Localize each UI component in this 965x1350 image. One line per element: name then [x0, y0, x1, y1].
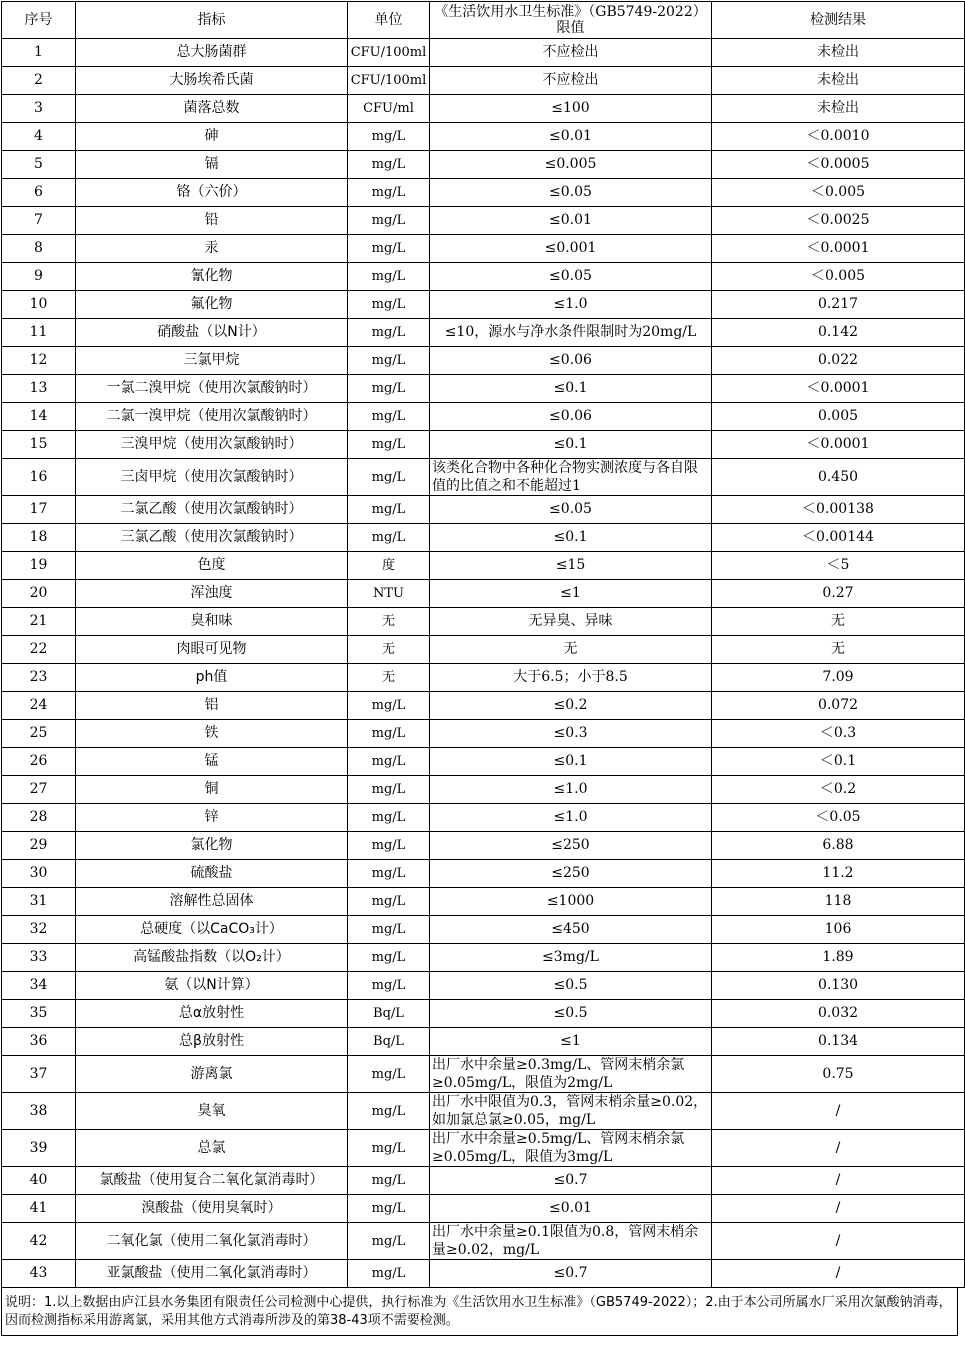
limit-cell: ≤1.0	[430, 776, 712, 804]
row-index-cell: 29	[2, 832, 76, 860]
limit-cell: ≤0.01	[430, 207, 712, 235]
limit-cell: 不应检出	[430, 39, 712, 67]
limit-cell: 出厂水中余量≥0.5mg/L、管网末梢余氯≥0.05mg/L，限值为3mg/L	[430, 1130, 712, 1167]
indicator-cell: 三卤甲烷（使用次氯酸钠时）	[76, 459, 348, 496]
result-cell: ＜0.005	[712, 179, 965, 207]
result-cell: /	[712, 1130, 965, 1167]
unit-cell: mg/L	[348, 347, 430, 375]
indicator-cell: 氯酸盐（使用复合二氧化氯消毒时）	[76, 1167, 348, 1195]
unit-cell: mg/L	[348, 123, 430, 151]
indicator-cell: 二氯一溴甲烷（使用次氯酸钠时）	[76, 403, 348, 431]
table-row	[2, 1167, 965, 1195]
result-cell: /	[712, 1260, 965, 1288]
table-row	[2, 552, 965, 580]
unit-cell: mg/L	[348, 1056, 430, 1093]
unit-cell: mg/L	[348, 776, 430, 804]
table-row	[2, 804, 965, 832]
water-quality-table	[1, 1, 965, 1288]
limit-cell: ≤0.7	[430, 1260, 712, 1288]
indicator-cell: 游离氯	[76, 1056, 348, 1093]
table-row	[2, 608, 965, 636]
table-row	[2, 776, 965, 804]
table-row	[2, 1223, 965, 1260]
indicator-cell: 氨（以N计算）	[76, 972, 348, 1000]
unit-cell: mg/L	[348, 804, 430, 832]
table-row	[2, 692, 965, 720]
table-row	[2, 67, 965, 95]
unit-cell: mg/L	[348, 1093, 430, 1130]
result-cell: ＜0.00138	[712, 496, 965, 524]
row-index-cell: 17	[2, 496, 76, 524]
result-cell: /	[712, 1167, 965, 1195]
row-index-cell: 26	[2, 748, 76, 776]
indicator-cell: 肉眼可见物	[76, 636, 348, 664]
indicator-cell: 氟化物	[76, 291, 348, 319]
result-cell: ＜5	[712, 552, 965, 580]
result-cell: 0.27	[712, 580, 965, 608]
table-row	[2, 1130, 965, 1167]
result-cell: 118	[712, 888, 965, 916]
table-row	[2, 524, 965, 552]
result-cell: /	[712, 1223, 965, 1260]
unit-cell: Bq/L	[348, 1028, 430, 1056]
table-row	[2, 39, 965, 67]
table-row	[2, 263, 965, 291]
indicator-cell: 砷	[76, 123, 348, 151]
result-cell: 无	[712, 636, 965, 664]
row-index-cell: 4	[2, 123, 76, 151]
result-cell: ＜0.0005	[712, 151, 965, 179]
table-row	[2, 860, 965, 888]
indicator-cell: 镉	[76, 151, 348, 179]
limit-cell: ≤0.1	[430, 748, 712, 776]
table-row	[2, 319, 965, 347]
table-row	[2, 832, 965, 860]
table-body	[2, 39, 965, 1288]
table-row	[2, 179, 965, 207]
unit-cell: mg/L	[348, 319, 430, 347]
table-row	[2, 1260, 965, 1288]
result-cell: ＜0.00144	[712, 524, 965, 552]
table-row	[2, 664, 965, 692]
result-cell: ＜0.0001	[712, 235, 965, 263]
result-cell: 6.88	[712, 832, 965, 860]
result-cell: 0.75	[712, 1056, 965, 1093]
result-cell: /	[712, 1195, 965, 1223]
limit-cell: ≤15	[430, 552, 712, 580]
result-cell: ＜0.0001	[712, 431, 965, 459]
limit-cell: ≤100	[430, 95, 712, 123]
row-index-cell: 7	[2, 207, 76, 235]
unit-cell: mg/L	[348, 459, 430, 496]
unit-cell: mg/L	[348, 888, 430, 916]
row-index-cell: 16	[2, 459, 76, 496]
unit-cell: mg/L	[348, 692, 430, 720]
footnote: 说明：1.以上数据由庐江县水务集团有限责任公司检测中心提供，执行标准为《生活饮用水卫生标准》（GB5749-2022）；2.由于本公司所属水厂采用次氯酸钠消毒，因而检测指标采用游离氯，采用其他方式消毒所涉及的第38-43项不需要检测。	[1, 1288, 958, 1336]
table-row	[2, 888, 965, 916]
unit-cell: mg/L	[348, 1130, 430, 1167]
row-index-cell: 14	[2, 403, 76, 431]
table-row	[2, 123, 965, 151]
row-index-cell: 40	[2, 1167, 76, 1195]
indicator-cell: 溴酸盐（使用臭氧时）	[76, 1195, 348, 1223]
indicator-cell: 总硬度（以CaCO₃计）	[76, 916, 348, 944]
result-cell: 未检出	[712, 95, 965, 123]
row-index-cell: 13	[2, 375, 76, 403]
table-row	[2, 1000, 965, 1028]
indicator-cell: 臭氧	[76, 1093, 348, 1130]
table-row	[2, 636, 965, 664]
limit-cell: ≤0.05	[430, 263, 712, 291]
unit-cell: mg/L	[348, 291, 430, 319]
row-index-cell: 30	[2, 860, 76, 888]
indicator-cell: 臭和味	[76, 608, 348, 636]
table-row	[2, 580, 965, 608]
unit-cell: mg/L	[348, 1260, 430, 1288]
indicator-cell: 铝	[76, 692, 348, 720]
indicator-cell: 铁	[76, 720, 348, 748]
table-row	[2, 347, 965, 375]
limit-cell: ≤0.1	[430, 431, 712, 459]
header-standard	[430, 2, 712, 39]
limit-cell: 无	[430, 636, 712, 664]
result-cell: ＜0.3	[712, 720, 965, 748]
table-row	[2, 403, 965, 431]
unit-cell: CFU/ml	[348, 95, 430, 123]
limit-cell: ≤1.0	[430, 291, 712, 319]
unit-cell: NTU	[348, 580, 430, 608]
indicator-cell: 浑浊度	[76, 580, 348, 608]
result-cell: 0.022	[712, 347, 965, 375]
unit-cell: mg/L	[348, 524, 430, 552]
unit-cell: Bq/L	[348, 1000, 430, 1028]
table-row	[2, 916, 965, 944]
unit-cell: mg/L	[348, 944, 430, 972]
indicator-cell: 铅	[76, 207, 348, 235]
result-cell: ＜0.05	[712, 804, 965, 832]
table-row	[2, 944, 965, 972]
row-index-cell: 36	[2, 1028, 76, 1056]
result-cell: 106	[712, 916, 965, 944]
row-index-cell: 28	[2, 804, 76, 832]
table-row	[2, 235, 965, 263]
row-index-cell: 43	[2, 1260, 76, 1288]
unit-cell: mg/L	[348, 860, 430, 888]
result-cell: 未检出	[712, 39, 965, 67]
limit-cell: ≤0.1	[430, 375, 712, 403]
unit-cell: mg/L	[348, 972, 430, 1000]
result-cell: 0.072	[712, 692, 965, 720]
row-index-cell: 37	[2, 1056, 76, 1093]
indicator-cell: 大肠埃希氏菌	[76, 67, 348, 95]
row-index-cell: 33	[2, 944, 76, 972]
indicator-cell: 汞	[76, 235, 348, 263]
table-row	[2, 459, 965, 496]
row-index-cell: 18	[2, 524, 76, 552]
limit-cell: ≤0.01	[430, 123, 712, 151]
unit-cell: mg/L	[348, 832, 430, 860]
header-indicator: 指标	[76, 2, 348, 39]
unit-cell: mg/L	[348, 263, 430, 291]
header-unit: 单位	[348, 2, 430, 39]
limit-cell: ≤0.5	[430, 972, 712, 1000]
table-row	[2, 748, 965, 776]
indicator-cell: 三氯甲烷	[76, 347, 348, 375]
row-index-cell: 38	[2, 1093, 76, 1130]
indicator-cell: 氯化物	[76, 832, 348, 860]
row-index-cell: 6	[2, 179, 76, 207]
result-cell: ＜0.1	[712, 748, 965, 776]
unit-cell: mg/L	[348, 916, 430, 944]
indicator-cell: 亚氯酸盐（使用二氧化氯消毒时）	[76, 1260, 348, 1288]
row-index-cell: 1	[2, 39, 76, 67]
limit-cell: 出厂水中余量≥0.1限值为0.8，管网末梢余量≥0.02，mg/L	[430, 1223, 712, 1260]
limit-cell: ≤3mg/L	[430, 944, 712, 972]
row-index-cell: 15	[2, 431, 76, 459]
table-row	[2, 95, 965, 123]
indicator-cell: 总氯	[76, 1130, 348, 1167]
indicator-cell: 二氯乙酸（使用次氯酸钠时）	[76, 496, 348, 524]
indicator-cell: 铬（六价）	[76, 179, 348, 207]
header-result: 检测结果	[712, 2, 965, 39]
limit-cell: ≤10，源水与净水条件限制时为20mg/L	[430, 319, 712, 347]
table-row	[2, 1028, 965, 1056]
row-index-cell: 20	[2, 580, 76, 608]
row-index-cell: 9	[2, 263, 76, 291]
limit-cell: ≤0.06	[430, 347, 712, 375]
unit-cell: mg/L	[348, 1167, 430, 1195]
table-row	[2, 720, 965, 748]
unit-cell: mg/L	[348, 179, 430, 207]
result-cell: /	[712, 1093, 965, 1130]
row-index-cell: 42	[2, 1223, 76, 1260]
row-index-cell: 41	[2, 1195, 76, 1223]
limit-cell: 不应检出	[430, 67, 712, 95]
unit-cell: mg/L	[348, 431, 430, 459]
indicator-cell: 三溴甲烷（使用次氯酸钠时）	[76, 431, 348, 459]
indicator-cell: 硝酸盐（以N计）	[76, 319, 348, 347]
limit-cell: ≤0.05	[430, 496, 712, 524]
header-index: 序号	[2, 2, 76, 39]
row-index-cell: 21	[2, 608, 76, 636]
unit-cell: CFU/100ml	[348, 39, 430, 67]
row-index-cell: 22	[2, 636, 76, 664]
limit-cell: ≤1000	[430, 888, 712, 916]
unit-cell: 度	[348, 552, 430, 580]
result-cell: 0.130	[712, 972, 965, 1000]
limit-cell: ≤450	[430, 916, 712, 944]
limit-cell: ≤0.005	[430, 151, 712, 179]
table-row	[2, 431, 965, 459]
limit-cell: 出厂水中限值为0.3，管网末梢余量≥0.02，如加氯总氯≥0.05，mg/L	[430, 1093, 712, 1130]
result-cell: 0.032	[712, 1000, 965, 1028]
result-cell: 0.005	[712, 403, 965, 431]
row-index-cell: 12	[2, 347, 76, 375]
row-index-cell: 39	[2, 1130, 76, 1167]
result-cell: 0.134	[712, 1028, 965, 1056]
result-cell: ＜0.2	[712, 776, 965, 804]
indicator-cell: 一氯二溴甲烷（使用次氯酸钠时）	[76, 375, 348, 403]
unit-cell: mg/L	[348, 207, 430, 235]
row-index-cell: 23	[2, 664, 76, 692]
row-index-cell: 31	[2, 888, 76, 916]
unit-cell: mg/L	[348, 720, 430, 748]
result-cell: ＜0.0001	[712, 375, 965, 403]
row-index-cell: 24	[2, 692, 76, 720]
unit-cell: 无	[348, 664, 430, 692]
limit-cell: ≤0.3	[430, 720, 712, 748]
result-cell: 未检出	[712, 67, 965, 95]
row-index-cell: 8	[2, 235, 76, 263]
indicator-cell: 色度	[76, 552, 348, 580]
table-row	[2, 972, 965, 1000]
result-cell: ＜0.0010	[712, 123, 965, 151]
unit-cell: CFU/100ml	[348, 67, 430, 95]
unit-cell: 无	[348, 636, 430, 664]
row-index-cell: 10	[2, 291, 76, 319]
row-index-cell: 25	[2, 720, 76, 748]
indicator-cell: 总α放射性	[76, 1000, 348, 1028]
indicator-cell: 总β放射性	[76, 1028, 348, 1056]
unit-cell: mg/L	[348, 235, 430, 263]
indicator-cell: 三氯乙酸（使用次氯酸钠时）	[76, 524, 348, 552]
unit-cell: 无	[348, 608, 430, 636]
table-row	[2, 1056, 965, 1093]
unit-cell: mg/L	[348, 403, 430, 431]
unit-cell: mg/L	[348, 1195, 430, 1223]
limit-cell: ≤0.7	[430, 1167, 712, 1195]
indicator-cell: ph值	[76, 664, 348, 692]
indicator-cell: 铜	[76, 776, 348, 804]
table-row	[2, 1195, 965, 1223]
limit-cell: ≤1	[430, 580, 712, 608]
table-header-row	[2, 2, 965, 39]
limit-cell: ≤1	[430, 1028, 712, 1056]
indicator-cell: 高锰酸盐指数（以O₂计）	[76, 944, 348, 972]
limit-cell: ≤0.05	[430, 179, 712, 207]
indicator-cell: 总大肠菌群	[76, 39, 348, 67]
unit-cell: mg/L	[348, 375, 430, 403]
limit-cell: 该类化合物中各种化合物实测浓度与各自限值的比值之和不能超过1	[430, 459, 712, 496]
row-index-cell: 5	[2, 151, 76, 179]
indicator-cell: 溶解性总固体	[76, 888, 348, 916]
row-index-cell: 32	[2, 916, 76, 944]
unit-cell: mg/L	[348, 496, 430, 524]
result-cell: 7.09	[712, 664, 965, 692]
header-standard-text: 《生活饮用水卫生标准》（GB5749-2022）限值	[434, 4, 707, 36]
limit-cell: ≤1.0	[430, 804, 712, 832]
indicator-cell: 菌落总数	[76, 95, 348, 123]
table-row	[2, 151, 965, 179]
result-cell: 0.450	[712, 459, 965, 496]
limit-cell: 大于6.5；小于8.5	[430, 664, 712, 692]
indicator-cell: 硫酸盐	[76, 860, 348, 888]
row-index-cell: 34	[2, 972, 76, 1000]
result-cell: 1.89	[712, 944, 965, 972]
indicator-cell: 锰	[76, 748, 348, 776]
limit-cell: ≤0.5	[430, 1000, 712, 1028]
result-cell: 0.217	[712, 291, 965, 319]
limit-cell: ≤250	[430, 860, 712, 888]
limit-cell: 出厂水中余量≥0.3mg/L、管网末梢余氯≥0.05mg/L，限值为2mg/L	[430, 1056, 712, 1093]
table-row	[2, 1093, 965, 1130]
limit-cell: 无异臭、异味	[430, 608, 712, 636]
unit-cell: mg/L	[348, 151, 430, 179]
result-cell: 11.2	[712, 860, 965, 888]
indicator-cell: 氰化物	[76, 263, 348, 291]
table-row	[2, 291, 965, 319]
result-cell: 无	[712, 608, 965, 636]
result-cell: ＜0.0025	[712, 207, 965, 235]
limit-cell: ≤0.1	[430, 524, 712, 552]
limit-cell: ≤250	[430, 832, 712, 860]
indicator-cell: 锌	[76, 804, 348, 832]
row-index-cell: 11	[2, 319, 76, 347]
limit-cell: ≤0.001	[430, 235, 712, 263]
row-index-cell: 35	[2, 1000, 76, 1028]
table-row	[2, 375, 965, 403]
indicator-cell: 二氧化氯（使用二氧化氯消毒时）	[76, 1223, 348, 1260]
table-row	[2, 207, 965, 235]
limit-cell: ≤0.2	[430, 692, 712, 720]
result-cell: ＜0.005	[712, 263, 965, 291]
limit-cell: ≤0.01	[430, 1195, 712, 1223]
result-cell: 0.142	[712, 319, 965, 347]
row-index-cell: 19	[2, 552, 76, 580]
limit-cell: ≤0.06	[430, 403, 712, 431]
row-index-cell: 3	[2, 95, 76, 123]
unit-cell: mg/L	[348, 1223, 430, 1260]
table-row	[2, 496, 965, 524]
unit-cell: mg/L	[348, 748, 430, 776]
row-index-cell: 2	[2, 67, 76, 95]
row-index-cell: 27	[2, 776, 76, 804]
